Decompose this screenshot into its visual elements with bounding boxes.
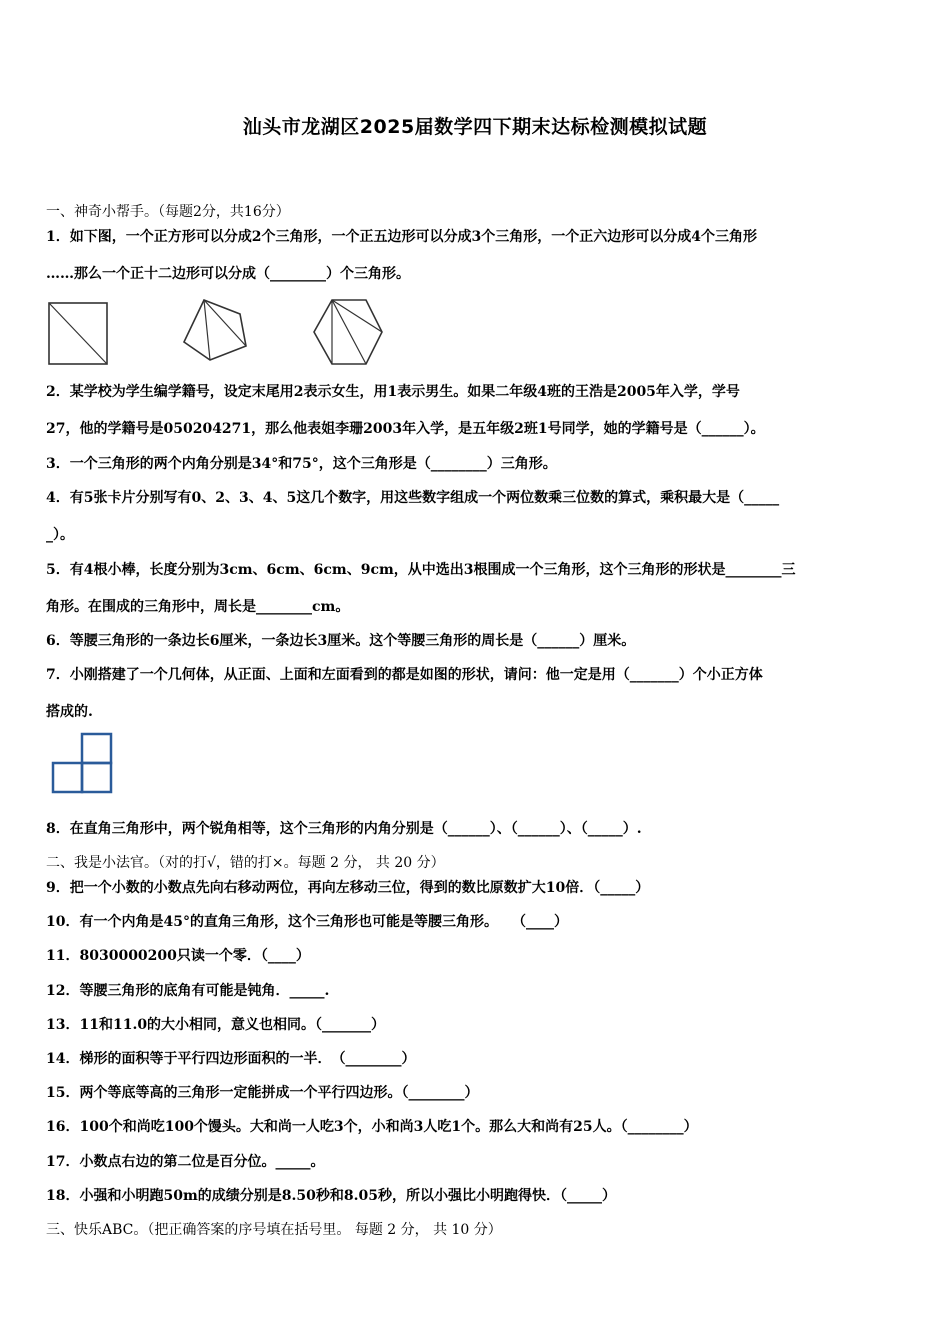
question-13: 13．11和11.0的大小相同，意义也相同。（_______） (46, 1017, 386, 1033)
question-5-line1: 5．有4根小棒，长度分别为3cm、6cm、6cm、9cm，从中选出3根围成一个三角形，这个三角形的形状是________三 (46, 562, 796, 578)
question-3: 3．一个三角形的两个内角分别是34°和75°，这个三角形是（________）三角形。 (46, 456, 557, 472)
question-9: 9．把一个小数的小数点先向右移动两位，再向左移动三位，得到的数比原数扩大10倍．（_____） (46, 880, 650, 896)
question-4-line1: 4．有5张卡片分别写有0、2、3、4、5这几个数字，用这些数字组成一个两位数乘三位数的算式，乘积最大是（_____ (46, 490, 780, 506)
question-2-line2: 27，他的学籍号是050204271，那么他表姐李珊2003年入学，是五年级2班1号同学，她的学籍号是（______）。 (46, 421, 765, 437)
question-7-line1: 7．小刚搭建了一个几何体，从正面、上面和左面看到的都是如图的形状，请问：他一定是用（_______）个小正方体 (46, 667, 763, 683)
section-heading-1: 一、神奇小帮手。（每题2分，共16分） (46, 204, 290, 220)
question-15: 15．两个等底等高的三角形一定能拼成一个平行四边形。（________） (46, 1085, 479, 1101)
question-4-line2: _）。 (46, 527, 74, 543)
question-10: 10．有一个内角是45°的直角三角形，这个三角形也可能是等腰三角形。 （____） (46, 914, 568, 930)
question-14: 14．梯形的面积等于平行四边形面积的一半． （________） (46, 1051, 416, 1067)
question-7-line2: 搭成的. (46, 704, 93, 720)
question-16: 16．100个和尚吃100个馒头。大和尚一人吃3个，小和尚3人吃1个。那么大和尚有25人。（________） (46, 1119, 698, 1135)
question-8: 8．在直角三角形中，两个锐角相等，这个三角形的内角分别是（______）、（______）、（_____）. (46, 821, 642, 837)
question-1-line2: ……那么一个正十二边形可以分成（________）个三角形。 (46, 266, 410, 282)
pentagon-divided-figure (180, 296, 252, 364)
section-heading-2: 二、我是小法官。（对的打√，错的打×。每题 2 分， 共 20 分） (46, 855, 445, 871)
section-heading-3: 三、快乐ABC。（把正确答案的序号填在括号里。 每题 2 分， 共 10 分） (46, 1222, 502, 1238)
cube-view-figure (50, 732, 114, 796)
hexagon-divided-figure (310, 296, 386, 368)
question-11: 11．8030000200只读一个零．（____） (46, 948, 310, 964)
page-title: 汕头市龙湖区2025届数学四下期末达标检测模拟试题 (242, 116, 708, 138)
question-12: 12．等腰三角形的底角有可能是钝角．_____. (46, 983, 330, 999)
question-2-line1: 2．某学校为学生编学籍号，设定末尾用2表示女生，用1表示男生。如果二年级4班的王浩是2005年入学，学号 (46, 384, 740, 400)
square-divided-figure (46, 300, 110, 368)
question-5-line2: 角形。在围成的三角形中，周长是________cm。 (46, 599, 350, 615)
question-6: 6．等腰三角形的一条边长6厘米，一条边长3厘米。这个等腰三角形的周长是（______）厘米。 (46, 633, 636, 649)
question-17: 17．小数点右边的第二位是百分位。_____。 (46, 1154, 325, 1170)
question-1-line1: 1．如下图，一个正方形可以分成2个三角形，一个正五边形可以分成3个三角形，一个正六边形可以分成4个三角形 (46, 229, 757, 245)
question-18: 18．小强和小明跑50m的成绩分别是8.50秒和8.05秒，所以小强比小明跑得快．（_____） (46, 1188, 616, 1204)
